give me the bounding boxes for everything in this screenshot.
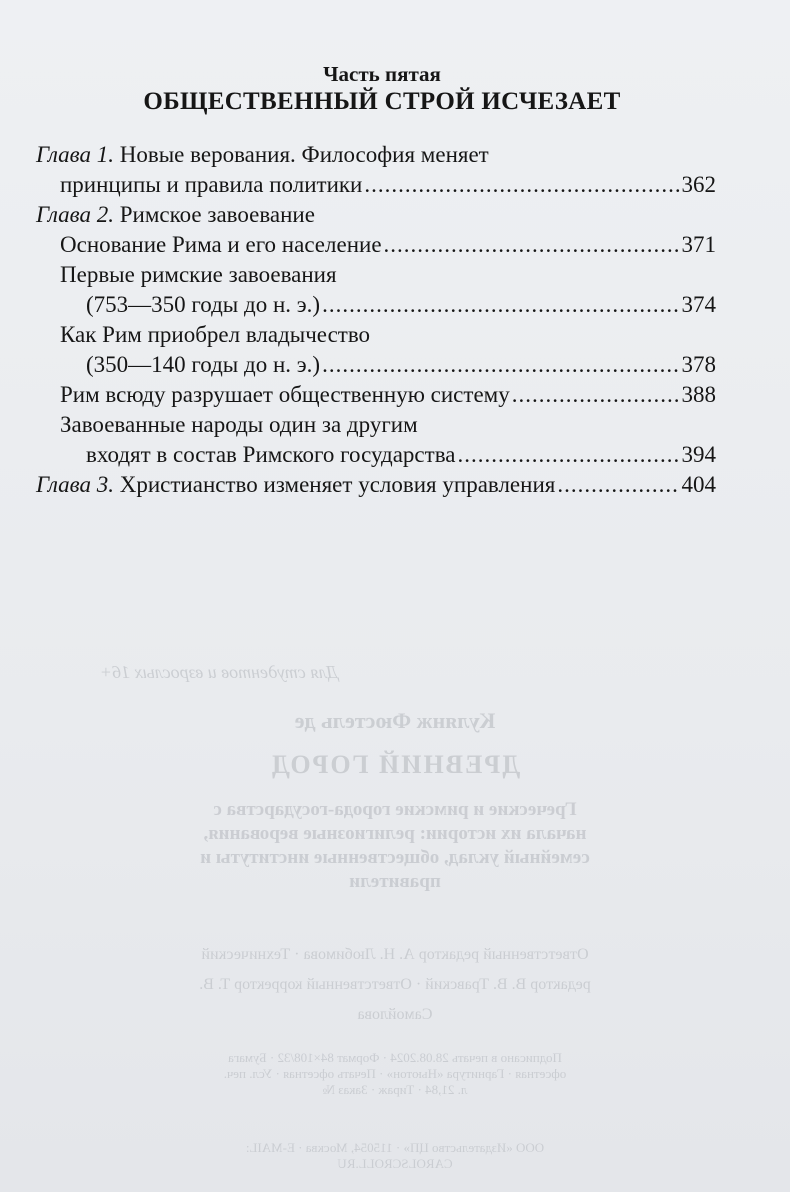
toc-chapter-1-line-2	[36, 170, 716, 200]
section-2-3-title-line-1: Как Рим приобрел владычество	[60, 322, 371, 347]
dot-leader	[364, 170, 679, 200]
dot-leader	[512, 380, 680, 410]
section-2-3-title-line-2: (350—140 годы до н. э.)	[86, 352, 321, 377]
toc-section-2-3-line-2	[36, 350, 716, 380]
dot-leader	[322, 350, 679, 380]
reverse-publisher: ООО «Издательство ЦП» · 115054, Москва · E-MAIL: CAROLSCROLL.RU	[245, 1140, 545, 1171]
section-2-1-page: 371	[681, 232, 716, 257]
toc-section-2-2-line-1	[36, 260, 716, 290]
dot-leader	[322, 290, 679, 320]
toc-section-2-1	[36, 230, 716, 260]
reverse-subtitle: Греческие и римские города-государства с начала их истории: религиозные верования, семейный уклад, общественные институты и правители	[200, 799, 590, 892]
chapter-3-page: 404	[681, 472, 716, 497]
toc-chapter-1-line-1	[36, 140, 716, 170]
chapter-3-label: Глава 3.	[36, 472, 114, 497]
toc-section-2-2-line-2	[36, 290, 716, 320]
reverse-age-rating: Для студентов и взрослых 16+	[100, 662, 338, 682]
toc-chapter-3	[36, 470, 716, 500]
part-label: Часть пятая	[323, 62, 441, 86]
reverse-author: Кулянж Фюстель де	[294, 708, 496, 733]
chapter-1-title-line-2: принципы и правила политики	[60, 172, 363, 197]
chapter-3-title: Христианство изменяет условия управления	[119, 472, 556, 497]
dot-leader	[557, 470, 679, 500]
reverse-print-info: Подписано в печать 28.08.2024 · Формат 84×108/32 · Бумага офсетная · Гарнитура «Ньютон» · Печать офсетная · Усл. печ. л. 21,84 · Тираж · Заказ №	[223, 1050, 567, 1097]
section-2-2-page: 374	[681, 292, 716, 317]
toc-section-2-4	[36, 380, 716, 410]
section-2-1-title: Основание Рима и его население	[60, 232, 382, 257]
chapter-1-page: 362	[681, 172, 716, 197]
section-2-2-title-line-1: Первые римские завоевания	[60, 262, 337, 287]
reverse-side-show-through	[0, 640, 790, 1192]
section-2-5-title-line-1: Завоеванные народы один за другим	[60, 412, 418, 437]
chapter-1-label: Глава 1.	[36, 142, 114, 167]
section-2-2-title-line-2: (753—350 годы до н. э.)	[86, 292, 321, 317]
chapter-1-title-line-1: Новые верования. Философия меняет	[119, 142, 489, 167]
dot-leader	[457, 440, 679, 470]
section-2-5-title-line-2: входят в состав Римского государства	[86, 442, 456, 467]
toc-section-2-5-line-1	[36, 410, 716, 440]
dot-leader	[384, 230, 680, 260]
part-title: ОБЩЕСТВЕННЫЙ СТРОЙ ИСЧЕЗАЕТ	[143, 88, 621, 115]
section-2-5-page: 394	[681, 442, 716, 467]
table-of-contents	[36, 140, 716, 500]
toc-section-2-3-line-1	[36, 320, 716, 350]
chapter-2-label: Глава 2.	[36, 202, 114, 227]
chapter-2-title: Римское завоевание	[119, 202, 315, 227]
section-2-3-page: 378	[681, 352, 716, 377]
section-2-4-page: 388	[681, 382, 716, 407]
reverse-title: ДРЕВНИЙ ГОРОД	[269, 750, 521, 779]
reverse-staff: Ответственный редактор А. Н. Любимова · Технический редактор В. В. Травский · Ответственный корректор Т. В. Самойлова	[199, 946, 591, 1023]
toc-chapter-2	[36, 200, 716, 230]
section-2-4-title: Рим всюду разрушает общественную систему	[60, 382, 510, 407]
toc-section-2-5-line-2	[36, 440, 716, 470]
